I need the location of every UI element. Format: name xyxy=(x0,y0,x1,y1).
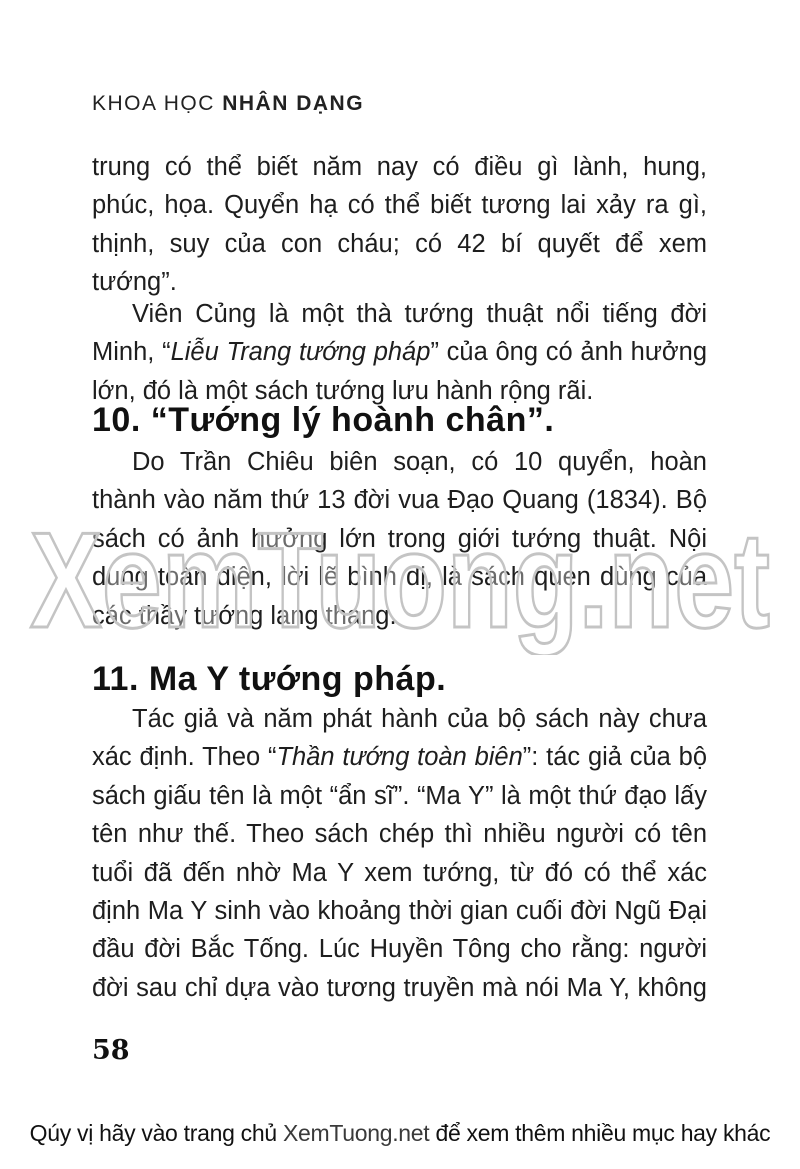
section-heading-11: 11. Ma Y tướng pháp. xyxy=(92,660,447,698)
book-title-italic: Thần tướng toàn biên xyxy=(276,743,523,772)
paragraph-1 xyxy=(92,148,707,302)
paragraph-2 xyxy=(92,295,707,410)
footer-banner xyxy=(0,1120,800,1147)
running-head xyxy=(92,92,364,116)
text-line: định Ma Y sinh vào khoảng thời gian cuối đời Ngũ Đại xyxy=(92,897,707,926)
text-line: đời sau chỉ dựa vào tương truyền mà nói Ma Y, không xyxy=(92,973,707,1002)
text-line: sách có ảnh hưởng lớn trong giới tướng thuật. Nội xyxy=(92,524,707,553)
footer-text: Qúy vị hãy vào trang chủ xyxy=(29,1120,283,1146)
footer-text: để xem thêm nhiều mục hay khác xyxy=(429,1120,771,1146)
text-line: Viên Củng là một thà tướng thuật nổi tiếng đời xyxy=(132,300,707,328)
text-line: đầu đời Bắc Tống. Lúc Huyền Tông cho rằng: người xyxy=(92,935,707,964)
text-line: phúc, họa. Quyển hạ có thể biết tương lai xảy ra gì, xyxy=(92,191,707,220)
watermark-text: XemTuong.net xyxy=(30,505,770,655)
text-line: lớn, đó là một sách tướng lưu hành rộng rãi. xyxy=(92,376,594,405)
text-line: Tác giả và năm phát hành của bộ sách này chưa xyxy=(132,705,707,733)
text-line: thành vào năm thứ 13 đời vua Đạo Quang (1834). Bộ xyxy=(92,486,707,515)
text-line: xác định. Theo “Thần tướng toàn biên”: tác giả của bộ xyxy=(92,743,707,772)
paragraph-3 xyxy=(92,443,707,635)
text-line: các thầy tướng lang thang. xyxy=(92,601,397,630)
text-line: thịnh, suy của con cháu; có 42 bí quyết để xem xyxy=(92,229,707,258)
text-line: sách giấu tên là một “ẩn sĩ”. “Ma Y” là một thứ đạo lấy xyxy=(92,781,707,810)
text-line: dung toàn diện, lời lẽ bình dị, là sách quen dùng của xyxy=(92,563,707,592)
section-heading-10: 10. “Tướng lý hoành chân”. xyxy=(92,401,555,439)
text-line: tên như thế. Theo sách chép thì nhiều người có tên xyxy=(92,820,707,849)
footer-site-link[interactable]: XemTuong.net xyxy=(282,1120,430,1146)
page-number: 58 xyxy=(92,1035,130,1066)
text-line: tướng”. xyxy=(92,268,177,297)
paragraph-4 xyxy=(92,700,707,1007)
text-line: Do Trần Chiêu biên soạn, có 10 quyển, hoàn xyxy=(132,448,707,476)
book-title-italic: Liễu Trang tướng pháp xyxy=(170,338,431,367)
running-head-prefix: KHOA HỌC xyxy=(92,92,215,115)
running-head-bold: NHÂN DẠNG xyxy=(222,92,365,115)
text-line: tuổi đã đến nhờ Ma Y xem tướng, từ đó có thể xác xyxy=(92,858,707,887)
text-line: trung có thể biết năm nay có điều gì lành, hung, xyxy=(92,153,707,181)
text-line: Minh, “Liễu Trang tướng pháp” của ông có ảnh hưởng xyxy=(92,338,708,367)
